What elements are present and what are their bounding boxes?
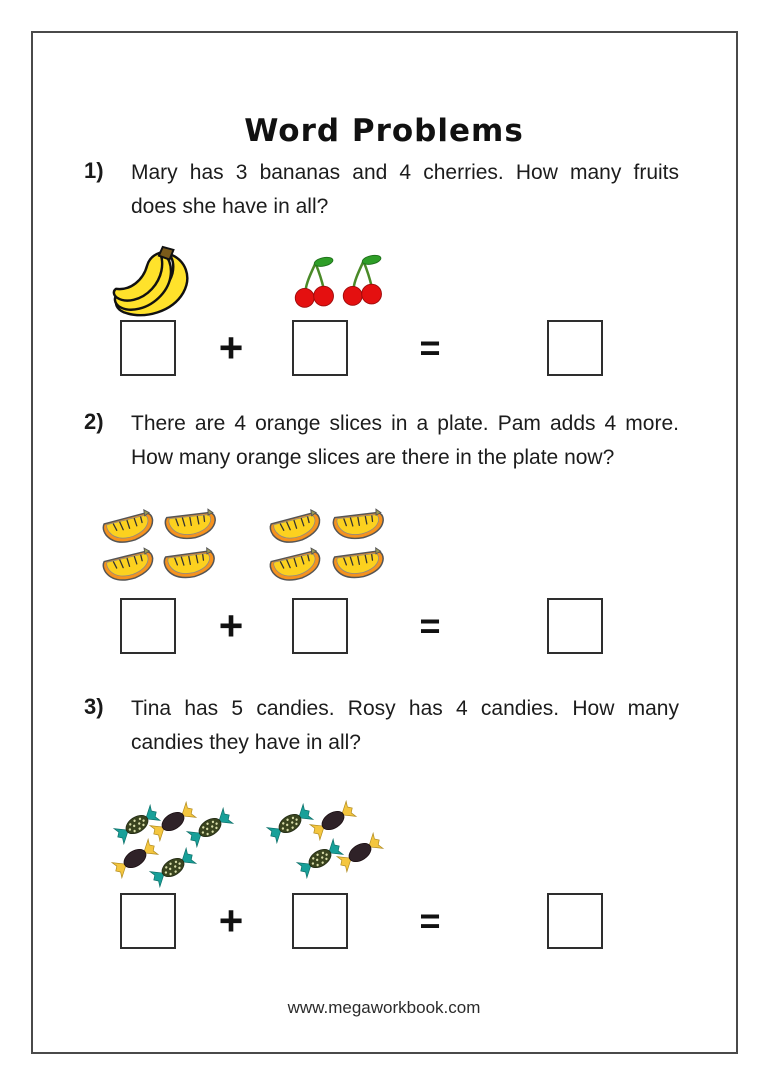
cherry-pair-icon	[293, 255, 338, 311]
equation-row-3	[0, 893, 768, 949]
orange-slice-icon	[99, 544, 158, 585]
answer-box-addend-1[interactable]	[120, 598, 176, 654]
equals-sign: =	[419, 605, 441, 646]
orange-slice-icon	[329, 504, 388, 544]
equation-row-1	[0, 320, 768, 376]
problem-3-line-1: Tina has 5 candies. Rosy has 4 candies. How many	[131, 697, 679, 720]
answer-box-sum[interactable]	[547, 320, 603, 376]
problem-3-text	[131, 692, 679, 760]
answer-box-addend-2[interactable]	[292, 893, 348, 949]
problem-1-number: 1)	[84, 158, 104, 183]
plus-sign: +	[218, 897, 244, 944]
problem-2-line-1: There are 4 orange slices in a plate. Pam adds 4 more.	[131, 412, 679, 435]
cherry-pair-icon	[341, 253, 386, 309]
orange-slice-icon	[160, 543, 218, 582]
problem-1-text	[131, 156, 679, 224]
plus-sign: +	[218, 324, 244, 371]
problem-1-line-2: does she have in all?	[131, 195, 329, 218]
problem-2-line-2: How many orange slices are there in the plate now?	[131, 446, 615, 469]
footer-url: www.megaworkbook.com	[287, 998, 481, 1017]
problem-3-line-2: candies they have in all?	[131, 731, 361, 754]
problem-3-number: 3)	[84, 694, 104, 719]
banana-bunch-icon	[103, 244, 203, 322]
answer-box-sum[interactable]	[547, 598, 603, 654]
problem-2-number: 2)	[84, 409, 104, 434]
answer-box-addend-2[interactable]	[292, 598, 348, 654]
orange-slice-icon	[98, 506, 158, 548]
plus-sign: +	[218, 602, 244, 649]
answer-box-sum[interactable]	[547, 893, 603, 949]
orange-slice-icon	[265, 506, 325, 548]
page-title: Word Problems	[244, 112, 524, 149]
answer-box-addend-1[interactable]	[120, 893, 176, 949]
answer-box-addend-2[interactable]	[292, 320, 348, 376]
orange-slice-icon	[329, 543, 387, 582]
orange-slice-icon	[266, 544, 325, 585]
equals-sign: =	[419, 327, 441, 368]
problem-2-text	[131, 407, 679, 475]
equation-row-2	[0, 598, 768, 654]
orange-slice-icon	[161, 504, 220, 544]
answer-box-addend-1[interactable]	[120, 320, 176, 376]
problem-1-line-1: Mary has 3 bananas and 4 cherries. How many fruits	[131, 161, 679, 184]
equals-sign: =	[419, 900, 441, 941]
